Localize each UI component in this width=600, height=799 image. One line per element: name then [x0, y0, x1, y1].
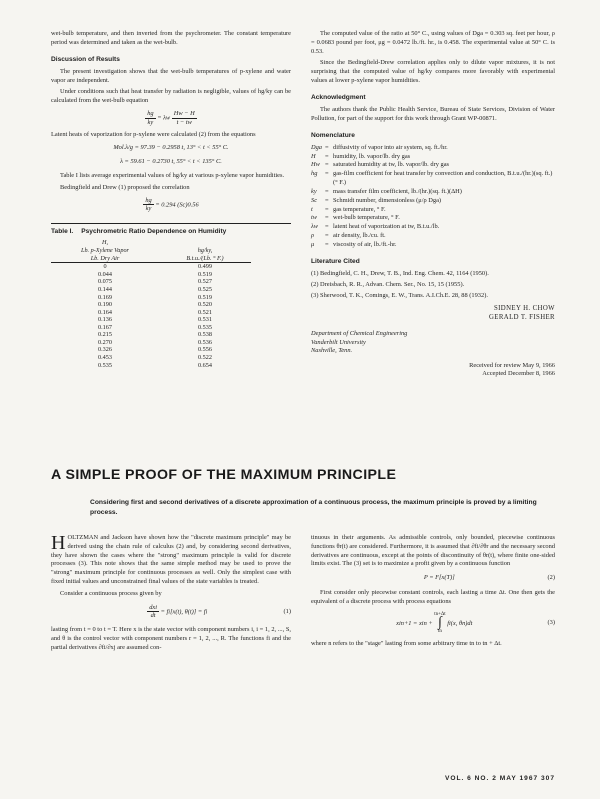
nomenclature-equals: = — [325, 161, 329, 169]
received-date: Received for review May 9, 1966 — [469, 361, 555, 369]
nomenclature-symbol: λw — [311, 223, 319, 231]
top-left-column — [51, 30, 291, 369]
table-cell-humidity: 0.535 — [98, 361, 112, 369]
literature-reference: (1) Bedingfield, C. H., Drew, T. B., Ind. Eng. Chem. 42, 1164 (1950). — [311, 269, 489, 277]
eq3-tag: (3) — [547, 618, 555, 626]
bottom-right-column — [311, 534, 555, 652]
eq2-body: P = F[x(T)] — [423, 574, 455, 582]
eq1-den: dt — [150, 612, 156, 620]
nomenclature-symbol: Sc — [311, 196, 318, 204]
nomenclature-symbol: ky — [311, 187, 317, 195]
nomenclature-symbol: μ — [311, 240, 315, 248]
table-reference-paragraph: Table I lists average experimental values of hg/ky at various p-xylene vapor humidities. — [60, 171, 285, 179]
table-cell-ratio: 0.521 — [198, 308, 212, 316]
nomenclature-item — [311, 197, 555, 206]
discrete-process-equation — [311, 612, 555, 635]
correlation-equation — [51, 197, 291, 213]
table-row — [51, 316, 251, 324]
discussion-paragraph-1: The present investigation shows that the wet-bulb temperatures of p-xylene and water vapor are independent. — [51, 67, 291, 84]
affiliation-university: Vanderbilt University — [311, 338, 366, 346]
table-cell-humidity: 0.144 — [98, 285, 112, 293]
table-cell-ratio: 0.535 — [198, 323, 212, 331]
nomenclature-equals: = — [325, 223, 329, 231]
affiliation-department: Department of Chemical Engineering — [311, 329, 408, 337]
article-title: A SIMPLE PROOF OF THE MAXIMUM PRINCIPLE — [51, 467, 397, 483]
nomenclature-equals: = — [325, 196, 329, 204]
molar-latent-heat-equation: Mol.λ/g = 97.39 − 0.2958 t, 13° < t < 55° C. — [113, 144, 229, 152]
intro-paragraph: wet-bulb temperature, and then inverted from the psychrometer. The constant temperature period was determined and taken as the wet-bulb. — [51, 30, 291, 46]
nomenclature-heading: Nomenclature — [311, 131, 355, 139]
nomenclature-item — [311, 153, 555, 162]
bottom-left-column — [51, 534, 291, 656]
eq3-rhs: fi(x, θn)dt — [447, 619, 473, 627]
eq3-lower-limit: tn — [438, 629, 442, 635]
author-signature — [311, 305, 555, 323]
table-row — [51, 301, 251, 309]
intro-body-text: OLTZMAN and Jackson have shown how the "discrete maximum principle" may be derived using the chain rule of calculus (2) and, by considering second derivatives, they have shown the cases where the "strong" maximum principle is valid for discrete processes (3). This note shows that the same simple method may be used to prove the "strong" maximum principle for continuous processes as well. Only the simplest case with fixed initial values and unconstrained final values of the state variables is treated. — [51, 534, 291, 586]
psychrometric-ratio-table — [51, 239, 251, 369]
table-row — [51, 346, 251, 354]
nomenclature-item — [311, 206, 555, 215]
table-row — [51, 354, 251, 362]
accepted-date: Accepted December 8, 1966 — [482, 370, 555, 378]
nomenclature-symbol: Dga — [311, 143, 323, 151]
author-2: GERALD T. FISHER — [488, 314, 555, 322]
nomenclature-symbol: H — [311, 152, 316, 160]
table-cell-humidity: 0.215 — [98, 331, 112, 339]
drop-cap: H — [51, 532, 66, 554]
table-row — [51, 331, 251, 339]
piecewise-paragraph: First consider only piecewise constant controls, each lasting a time Δt. One then gets the equivalent of a discrete process with process equations — [311, 589, 555, 605]
nomenclature-equals: = — [325, 232, 329, 240]
table-cell-humidity: 0.190 — [98, 301, 112, 309]
eq2-denominator: ky — [145, 205, 152, 213]
table-cell-humidity: 0.136 — [98, 316, 112, 324]
table-cell-humidity: 0.169 — [98, 293, 112, 301]
table-row — [51, 324, 251, 332]
eq2-rhs: = 0.294 (Sc)0.56 — [155, 201, 199, 209]
table-cell-humidity: 0.075 — [98, 278, 112, 286]
nomenclature-definition: latent heat of vaporization at tw, B.t.u./lb. — [333, 223, 440, 231]
computed-value-paragraph: The computed value of the ratio at 50° C., using values of Dga = 0.303 sq. feet per hour, ρ = 0.0683 pound per foot, μg = 0.0472 lb./ft. hr., is 0.458. The experimental value at 50° C. is 0.53. — [311, 30, 555, 55]
nomenclature-equals: = — [325, 143, 329, 151]
continuous-paragraph: tinuous in their arguments. As admissible controls, only bounded, piecewise continuous functions θr(t) are considered. Furthermore, it is assumed that ∂fi/∂θr and the necessary second derivatives are continuous, except at the points of discontinuity of θr(t), where finite one-sided limits exist. The (3) set is to maximize a profit given by a continuous function — [311, 534, 555, 568]
table-cell-ratio: 0.519 — [198, 293, 212, 301]
nomenclature-equals: = — [325, 187, 329, 195]
nomenclature-symbol: tw — [311, 214, 318, 222]
table-cell-ratio: 0.519 — [198, 270, 212, 278]
nomenclature-definition: Schmidt number, dimensionless (μ/ρ Dga) — [333, 196, 442, 204]
eq1-rhs: = fi[x(t), θ(t)] = fi — [160, 608, 208, 616]
table-row — [51, 339, 251, 347]
acknowledgment-text: The authors thank the Public Health Service, Bureau of State Services, Division of Water Pollution, for part of the support for this work through Grant WP-00871. — [311, 106, 555, 122]
table-cell-ratio: 0.499 — [198, 263, 212, 271]
literature-reference: (3) Sherwood, T. K., Comings, E. W., Trans. A.I.Ch.E. 28, 88 (1932). — [311, 291, 488, 299]
affiliation-city: Nashville, Tenn. — [311, 347, 353, 355]
discussion-paragraph-2: Under conditions such that heat transfer by radiation is negligible, values of hg/ky can be calculated from the wet-bulb equation — [51, 88, 291, 105]
table-cell-ratio: 0.531 — [198, 316, 212, 324]
table-title: Psychrometric Ratio Dependence on Humidity — [81, 227, 227, 235]
table-cell-ratio: 0.520 — [198, 301, 212, 309]
nomenclature-item — [311, 232, 555, 241]
table-body — [51, 263, 251, 369]
nomenclature-symbol: ρ — [311, 232, 315, 240]
page-footer: VOL. 6 NO. 2 MAY 1967 307 — [444, 775, 555, 782]
nomenclature-definition: gas temperature, ° F. — [333, 205, 386, 213]
eq1-lhs-numerator: hg — [147, 110, 154, 118]
nomenclature-definition: mass transfer film coefficient, lb./(hr.)(sq. ft.)(ΔH) — [333, 187, 462, 195]
nomenclature-item — [311, 214, 555, 223]
eq1-rhs-denominator: t − tw — [176, 118, 192, 126]
nomenclature-symbol: Hw — [311, 161, 320, 169]
intro-paragraph-body — [51, 534, 291, 587]
table-head-h: H, — [101, 239, 108, 247]
acknowledgment-heading: Acknowledgment — [311, 93, 366, 101]
nomenclature-item — [311, 241, 555, 250]
literature-list — [311, 270, 555, 300]
table-cell-humidity: 0 — [103, 263, 107, 271]
nomenclature-equals: = — [325, 240, 329, 248]
nomenclature-definition: humidity, lb. vapor/lb. dry gas — [333, 152, 411, 160]
nomenclature-equals: = — [325, 214, 329, 222]
nomenclature-equals: = — [325, 170, 329, 178]
bedingfield-paragraph: Bedingfield and Drew (1) proposed the correlation — [60, 183, 190, 191]
nomenclature-item — [311, 161, 555, 170]
table-row — [51, 286, 251, 294]
eq1-tag: (1) — [283, 607, 291, 615]
table-cell-ratio: 0.538 — [198, 331, 212, 339]
table-row — [51, 362, 251, 370]
eq1-lhs-denominator: ky — [147, 118, 154, 126]
nomenclature-symbol: hg — [311, 170, 318, 178]
stage-paragraph: where n refers to the "stage" lasting from some arbitrary time tn to tn + Δt. — [311, 640, 502, 648]
nomenclature-item — [311, 188, 555, 197]
discussion-heading: Discussion of Results — [51, 55, 120, 63]
nomenclature-symbol: t — [311, 205, 313, 213]
nomenclature-definition: diffusivity of vapor into air system, sq. ft./hr. — [333, 143, 448, 151]
table-cell-humidity: 0.167 — [98, 323, 112, 331]
literature-reference: (2) Dreisbach, R. R., Advan. Chem. Ser., No. 15, 15 (1955). — [311, 280, 465, 288]
table-row — [51, 309, 251, 317]
literature-heading: Literature Cited — [311, 257, 360, 265]
eq3-lhs: xin+1 = xin + — [396, 619, 433, 627]
nomenclature-definition: gas-film coefficient for heat transfer by convection and conduction, B.t.u./(hr.)(sq. ft.)(° F.) — [333, 170, 553, 187]
latent-heat-paragraph: Latent heats of vaporization for p-xylene were calculated (2) from the equations — [51, 131, 256, 139]
nomenclature-item — [311, 144, 555, 153]
table-cell-humidity: 0.326 — [98, 346, 112, 354]
eq3-upper-limit: tn+Δt — [434, 611, 446, 617]
table-cell-humidity: 0.270 — [98, 338, 112, 346]
integral-sign: ∫ — [438, 614, 442, 630]
nomenclature-definition: saturated humidity at tw, lb. vapor/lb. dry gas — [333, 161, 450, 169]
table-cell-ratio: 0.525 — [198, 285, 212, 293]
nomenclature-list — [311, 144, 555, 250]
table-cell-humidity: 0.164 — [98, 308, 112, 316]
table-number: Table I. — [51, 227, 74, 235]
article-abstract: Considering first and second derivatives of a discrete approximation of a continuous process, the maximum principle is proved by a limiting process. — [90, 499, 537, 516]
correlation-note-paragraph: Since the Bedingfield-Drew correlation applies only to dilute vapor mixtures, it is not surprising that the computed value of hg/ky compares more favorably with experimental values at lower p-xylene vapor humidities. — [311, 59, 555, 85]
eq2-tag: (2) — [547, 574, 555, 582]
table-head-col1-sub: Lb. Dry Air — [51, 255, 159, 263]
table-caption — [51, 223, 291, 236]
table-head-col1: Lb. p-Xylene Vapor — [81, 246, 129, 254]
table-row — [51, 294, 251, 302]
nomenclature-equals: = — [325, 152, 329, 160]
nomenclature-equals: = — [325, 205, 329, 213]
process-equation — [51, 604, 291, 620]
table-cell-ratio: 0.536 — [198, 338, 212, 346]
wet-bulb-equation — [51, 110, 291, 126]
table-row — [51, 278, 251, 286]
consider-paragraph: Consider a continuous process given by — [60, 589, 162, 597]
table-head-col2-sub: B.t.u./(Lb. ° F.) — [159, 255, 251, 263]
nomenclature-item — [311, 170, 555, 188]
table-row — [51, 263, 251, 271]
nomenclature-definition: viscosity of air, lb./ft.-hr. — [333, 240, 397, 248]
nomenclature-definition: air density, lb./cu. ft. — [333, 232, 386, 240]
lasting-paragraph: lasting from t = 0 to t = T. Here x is the state vector with component numbers i, i = 1, 2, ..., S, and θ is the control vector with component numbers r = 1, 2, ..., R. The functions fi and the partial derivatives ∂fi/∂xj are assumed con- — [51, 626, 291, 651]
nomenclature-item — [311, 223, 555, 232]
eq2-numerator: hg — [145, 196, 152, 204]
eq1-num: dxi — [149, 603, 157, 611]
table-cell-ratio: 0.527 — [198, 278, 212, 286]
nomenclature-definition: wet-bulb temperature, ° F. — [333, 214, 400, 222]
author-1: SIDNEY H. CHOW — [493, 305, 555, 313]
affiliation — [311, 330, 555, 356]
table-cell-ratio: 0.556 — [198, 346, 212, 354]
table-cell-humidity: 0.453 — [98, 354, 112, 362]
table-cell-ratio: 0.522 — [198, 354, 212, 362]
profit-equation — [311, 574, 555, 583]
table-cell-humidity: 0.044 — [98, 270, 112, 278]
eq1-rhs-numerator: Hw − H — [173, 110, 195, 118]
lambda-equation: λ = 59.61 − 0.2730 t, 55° < t < 135° C. — [120, 158, 222, 166]
eq1-middle: = λw — [157, 114, 171, 122]
table-row — [51, 271, 251, 279]
table-cell-ratio: 0.654 — [198, 361, 212, 369]
top-right-column — [311, 30, 555, 379]
table-head-col2: hg/ky, — [197, 246, 213, 254]
